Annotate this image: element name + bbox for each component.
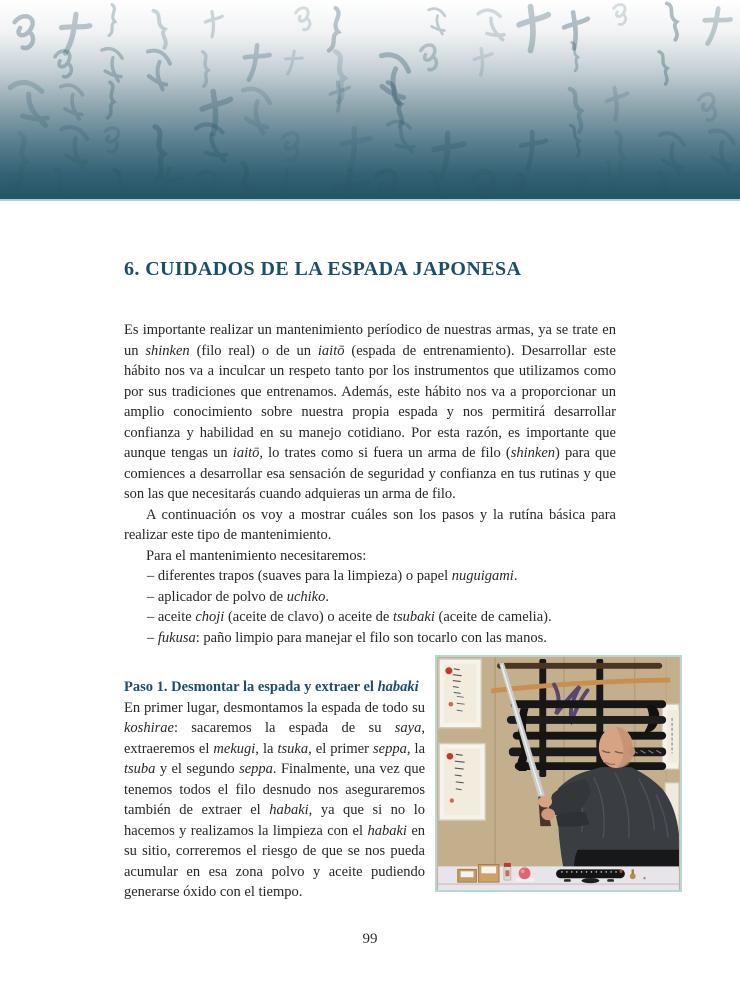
materials-list-item: – aceite choji (aceite de clavo) o aceite de tsubaki (aceite de camelia).	[147, 609, 552, 625]
step1-photo	[435, 655, 682, 892]
intro-section	[124, 320, 616, 648]
intro-paragraph-3: Para el mantenimiento necesitaremos:	[146, 547, 367, 564]
oil-bottle	[504, 863, 511, 880]
step1-paragraph: En primer lugar, desmontamos la espada de todo su koshirae: sacaremos la espada de su saya, extraeremos el mekugi, la tsuka, el primer seppa, la tsuba y el segundo seppa. Finalmente, una vez que tenemos todos el filo desnudo nos aseguraremos también de extraer el habaki, ya que si no lo hacemos y realizamos la limpieza con el habaki en su sitio, correremos el riesgo de que se nos pueda acumular en esa zona polvo y aceite pudiendo generarse óxido con el tiempo.	[124, 699, 426, 900]
materials-list-item: – diferentes trapos (suaves para la limpieza) o papel nuguigami.	[147, 568, 518, 584]
calligraphy-banner-art	[0, 0, 740, 199]
chapter-header-banner	[0, 0, 740, 201]
chapter-title: 6. CUIDADOS DE LA ESPADA JAPONESA	[124, 258, 522, 280]
intro-paragraph-2: A continuación os voy a mostrar cuáles son los pasos y la rutína básica para realizar este tipo de mantenimiento.	[124, 506, 616, 543]
page-number: 99	[362, 931, 378, 947]
intro-paragraph-1: Es importante realizar un mantenimiento períodico de nuestras armas, ya se trate en un shinken (filo real) o de un iaitō (espada de entrenamiento). Desarrollar este hábito nos va a inculcar un respeto tanto por los instrumentos que utilizamos como por sus tradiciones que entrenamos. Además, este hábito nos va a proporcionar un amplio conocimiento sobre nuestra propia espada y nos permitirá desarrollar confianza y habilidad en su manejo cotidiano. Por esta razón, es importante que aunque tengas un iaitō, lo trates como si fuera un arma de filo (shinken) para que comiences a desarrollar esa sensación de seguridad y confianza en tus rutinas y que son las que necesitarás cuando adquieras un arma de filo.	[124, 322, 616, 502]
photo-illustration	[437, 657, 680, 890]
maintenance-table	[438, 863, 679, 890]
step1-heading: Paso 1. Desmontar la espada y extraer el habaki	[124, 679, 419, 695]
materials-list-item: – fukusa: paño limpio para manejar el filo son tocarlo con las manos.	[147, 629, 547, 646]
step-1-section	[124, 655, 682, 903]
materials-list-item: – aplicador de polvo de uchiko.	[147, 588, 329, 605]
